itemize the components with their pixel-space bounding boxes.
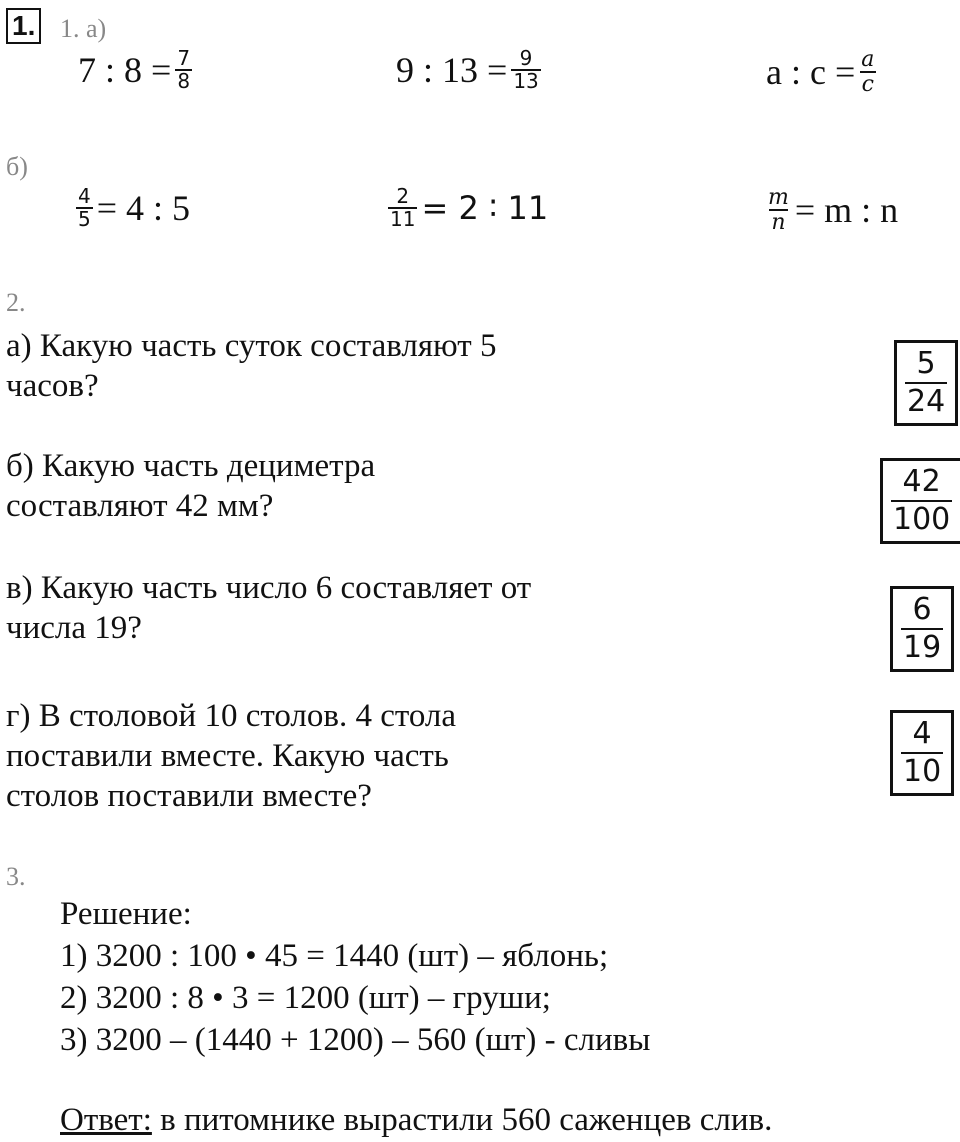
question-line: б) Какую часть дециметра	[6, 448, 376, 484]
fraction-denominator: 24	[907, 384, 946, 419]
question-line: в) Какую часть число 6 составляет от	[6, 570, 532, 606]
solution-step-3: 3) 3200 – (1440 + 1200) – 560 (шт) - сливы	[60, 1022, 651, 1058]
task1-a-expr-1	[78, 48, 196, 92]
task2-question-d	[6, 696, 456, 816]
question-line: а) Какую часть суток составляют 5	[6, 328, 497, 364]
task1-a-expr-2	[396, 48, 545, 92]
question-line: составляют 42 мм?	[6, 488, 274, 524]
fraction-denominator: 10	[903, 754, 942, 789]
task2-answer-b	[880, 458, 960, 544]
fraction-denominator: 19	[903, 630, 942, 665]
fraction-denominator: 8	[177, 69, 191, 93]
solution-label: Решение:	[60, 896, 192, 932]
fraction-numerator: 7	[177, 46, 191, 70]
fraction	[766, 186, 791, 234]
question-line: столов поставили вместе?	[6, 778, 372, 814]
expr-lhs: 7 : 8 =	[78, 50, 172, 90]
question-line: поставили вместе. Какую часть	[6, 738, 449, 774]
fraction-numerator: m	[768, 185, 789, 210]
task2-answer-d	[890, 710, 954, 796]
task1-b-expr-1	[72, 186, 190, 230]
task3-label: 3.	[6, 862, 26, 891]
task1-b-expr-3	[762, 186, 898, 234]
expr-rhs: = 4 : 5	[96, 188, 191, 228]
fraction-denominator: 11	[390, 207, 416, 231]
task1-number: 1.	[12, 10, 36, 41]
fraction-numerator: 9	[519, 46, 533, 70]
fraction-numerator: 4	[78, 184, 91, 208]
task2-answer-c	[890, 586, 954, 672]
task2-question-c	[6, 568, 531, 648]
expr-lhs: a : c =	[766, 52, 856, 93]
fraction-numerator: 42	[902, 464, 941, 499]
task2-question-a	[6, 326, 496, 406]
fraction	[76, 186, 93, 230]
fraction-numerator: 6	[912, 592, 932, 627]
question-line: г) В столовой 10 столов. 4 стола	[6, 698, 457, 734]
fraction-numerator: a	[861, 47, 875, 72]
expr-rhs: = 2 ∶ 11	[421, 189, 549, 227]
solution-step-2: 2) 3200 : 8 • 3 = 1200 (шт) – груши;	[60, 980, 551, 1016]
expr-rhs: = m : n	[794, 190, 899, 231]
fraction	[859, 48, 876, 96]
question-line: числа 19?	[6, 610, 142, 646]
task1-label-a: 1. а)	[60, 14, 107, 43]
fraction-denominator: n	[771, 210, 786, 236]
answer-label: Ответ:	[60, 1102, 152, 1138]
task1-a-expr-3	[766, 48, 880, 96]
task1-b-expr-2	[384, 186, 548, 230]
fraction-numerator: 4	[912, 716, 932, 751]
task1-label-b: б)	[6, 152, 28, 181]
fraction-numerator: 2	[396, 184, 410, 208]
task2-question-b	[6, 446, 375, 526]
fraction	[388, 186, 417, 230]
question-line: часов?	[6, 368, 99, 404]
fraction-denominator: 13	[513, 69, 539, 93]
fraction-denominator: c	[861, 72, 874, 98]
fraction-denominator: 100	[893, 502, 951, 537]
expr-lhs: 9 : 13 =	[396, 50, 508, 90]
fraction-numerator: 5	[916, 346, 936, 381]
answer-line	[60, 1100, 772, 1140]
task2-label: 2.	[6, 288, 26, 317]
task2-answer-a	[894, 340, 958, 426]
fraction	[175, 48, 192, 92]
answer-text: в питомнике вырастили 560 саженцев слив.	[151, 1102, 773, 1138]
fraction-denominator: 5	[78, 207, 91, 231]
solution-step-1: 1) 3200 : 100 • 45 = 1440 (шт) – яблонь;	[60, 938, 609, 974]
fraction	[511, 48, 540, 92]
task1-number-box	[6, 8, 41, 44]
